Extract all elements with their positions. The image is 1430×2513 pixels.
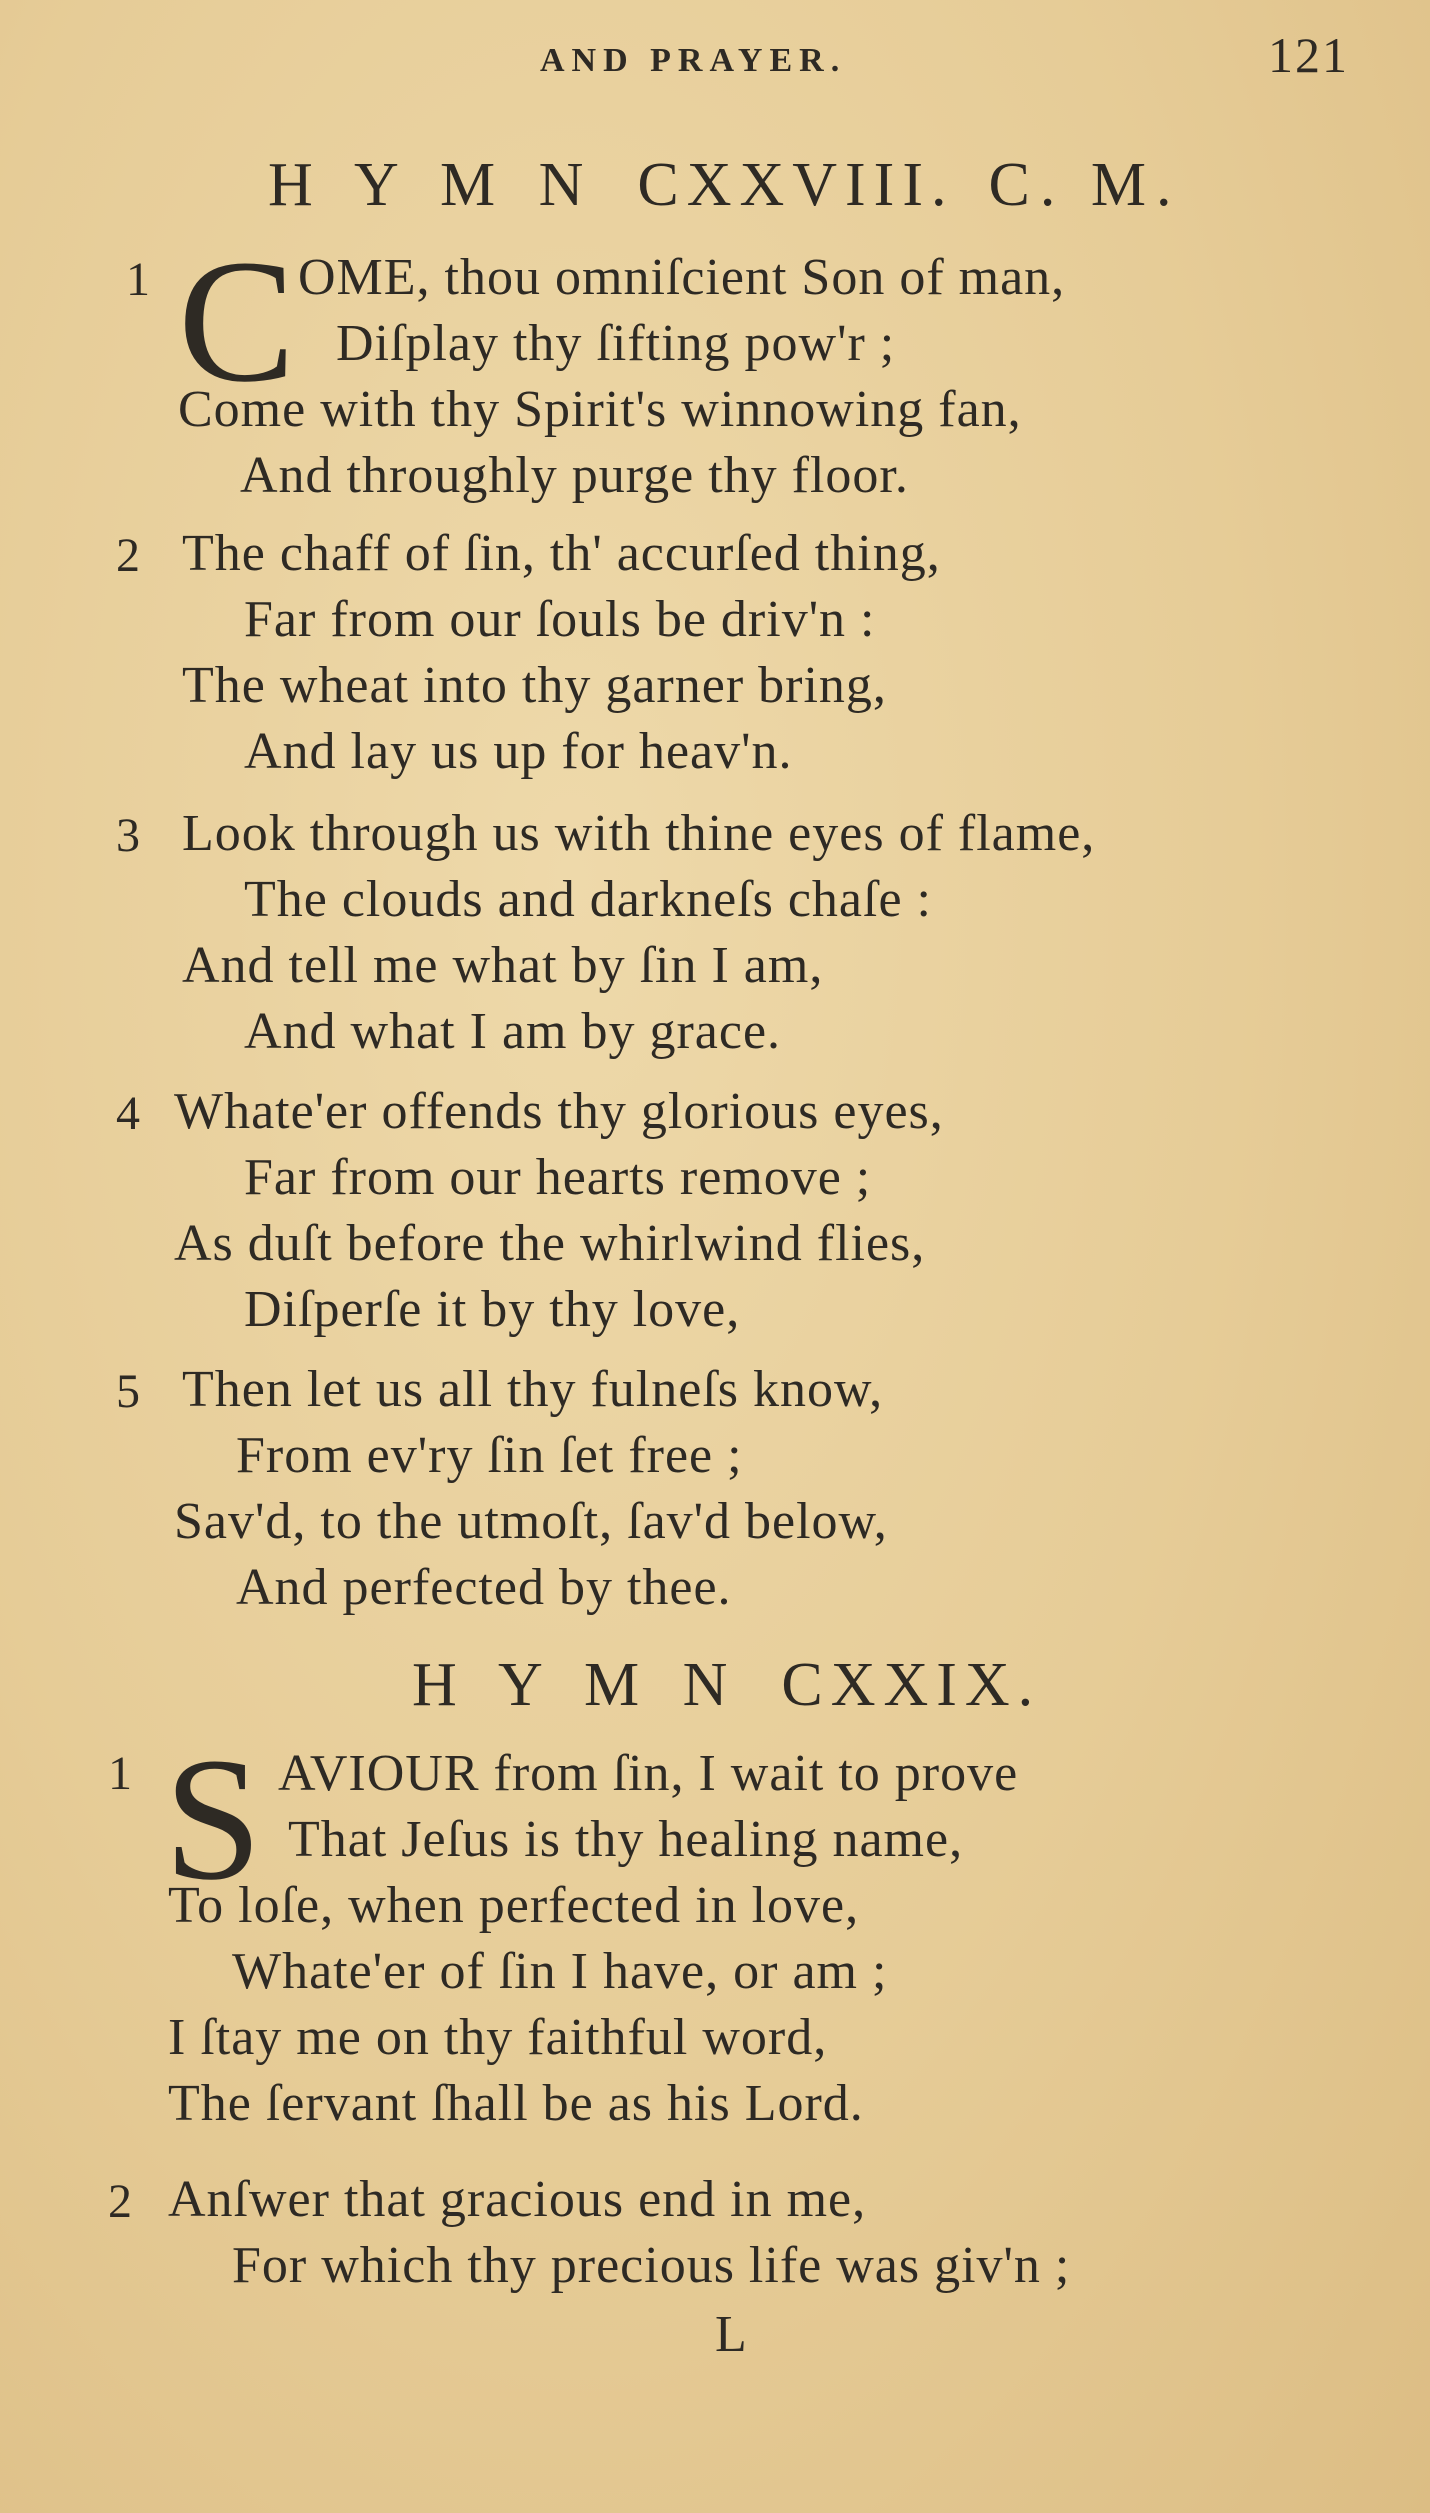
verse-number: 2 [108, 2175, 132, 2228]
verse-line: And lay us up for heav'n. [244, 723, 793, 780]
verse-line: The ſervant ſhall be as his Lord. [168, 2075, 864, 2132]
verse-line: Look through us with thine eyes of flame, [182, 805, 1096, 862]
page-number: 121 [1268, 27, 1349, 83]
verse-number: 5 [116, 1365, 140, 1418]
hymn-label: H Y M N [268, 151, 598, 219]
verse-number: 1 [126, 253, 150, 306]
verse-number: 3 [116, 809, 140, 862]
verse-line: I ſtay me on thy faithful word, [168, 2009, 828, 2066]
verse-line: And perfected by thee. [236, 1559, 732, 1616]
verse-number: 1 [108, 1747, 132, 1800]
verse-line: And what I am by grace. [244, 1003, 782, 1060]
verse-line: Whate'er offends thy glorious eyes, [174, 1083, 944, 1140]
hymn-title-128 [268, 150, 1181, 221]
verse-line: Come with thy Spirit's winnowing fan, [178, 381, 1022, 438]
hymn-title-129 [412, 1650, 1041, 1721]
verse-line: OME, thou omniſcient Son of man, [298, 249, 1066, 306]
hymn-meter: C. M. [988, 151, 1182, 219]
verse-line: The chaff of ſin, th' accurſed thing, [182, 525, 941, 582]
verse-line: Far from our hearts remove ; [244, 1149, 872, 1206]
verse-line: Whate'er of ſin I have, or am ; [232, 1943, 888, 2000]
verse-line: Diſplay thy ſifting pow'r ; [336, 315, 896, 372]
verse-line: To loſe, when perfected in love, [168, 1877, 860, 1934]
signature-mark: L [715, 2306, 747, 2363]
verse-line: For which thy precious life was giv'n ; [232, 2237, 1071, 2294]
hymn-number: CXXIX. [781, 1651, 1042, 1719]
drop-cap: C [178, 224, 296, 419]
running-head: AND PRAYER. [540, 42, 847, 79]
verse-line: Anſwer that gracious end in me, [168, 2171, 867, 2228]
verse-line: The clouds and darkneſs chaſe : [244, 871, 932, 928]
verse-line: Diſperſe it by thy love, [244, 1281, 741, 1338]
verse-line: AVIOUR from ſin, I wait to prove [278, 1745, 1019, 1802]
verse-number: 2 [116, 529, 140, 582]
hymn-label: H Y M N [412, 1651, 742, 1719]
hymn-number: CXXVIII. [637, 151, 955, 219]
verse-line: And throughly purge thy floor. [240, 447, 909, 504]
verse-line: From ev'ry ſin ſet free ; [236, 1427, 743, 1484]
drop-cap: S [164, 1722, 262, 1917]
verse-line: And tell me what by ſin I am, [182, 937, 824, 994]
verse-line: That Jeſus is thy healing name, [288, 1811, 964, 1868]
verse-line: Then let us all thy fulneſs know, [182, 1361, 884, 1418]
verse-number: 4 [116, 1087, 140, 1140]
verse-line: The wheat into thy garner bring, [182, 657, 887, 714]
verse-line: As duſt before the whirlwind flies, [174, 1215, 926, 1272]
verse-line: Sav'd, to the utmoſt, ſav'd below, [174, 1493, 888, 1550]
verse-line: Far from our ſouls be driv'n : [244, 591, 876, 648]
